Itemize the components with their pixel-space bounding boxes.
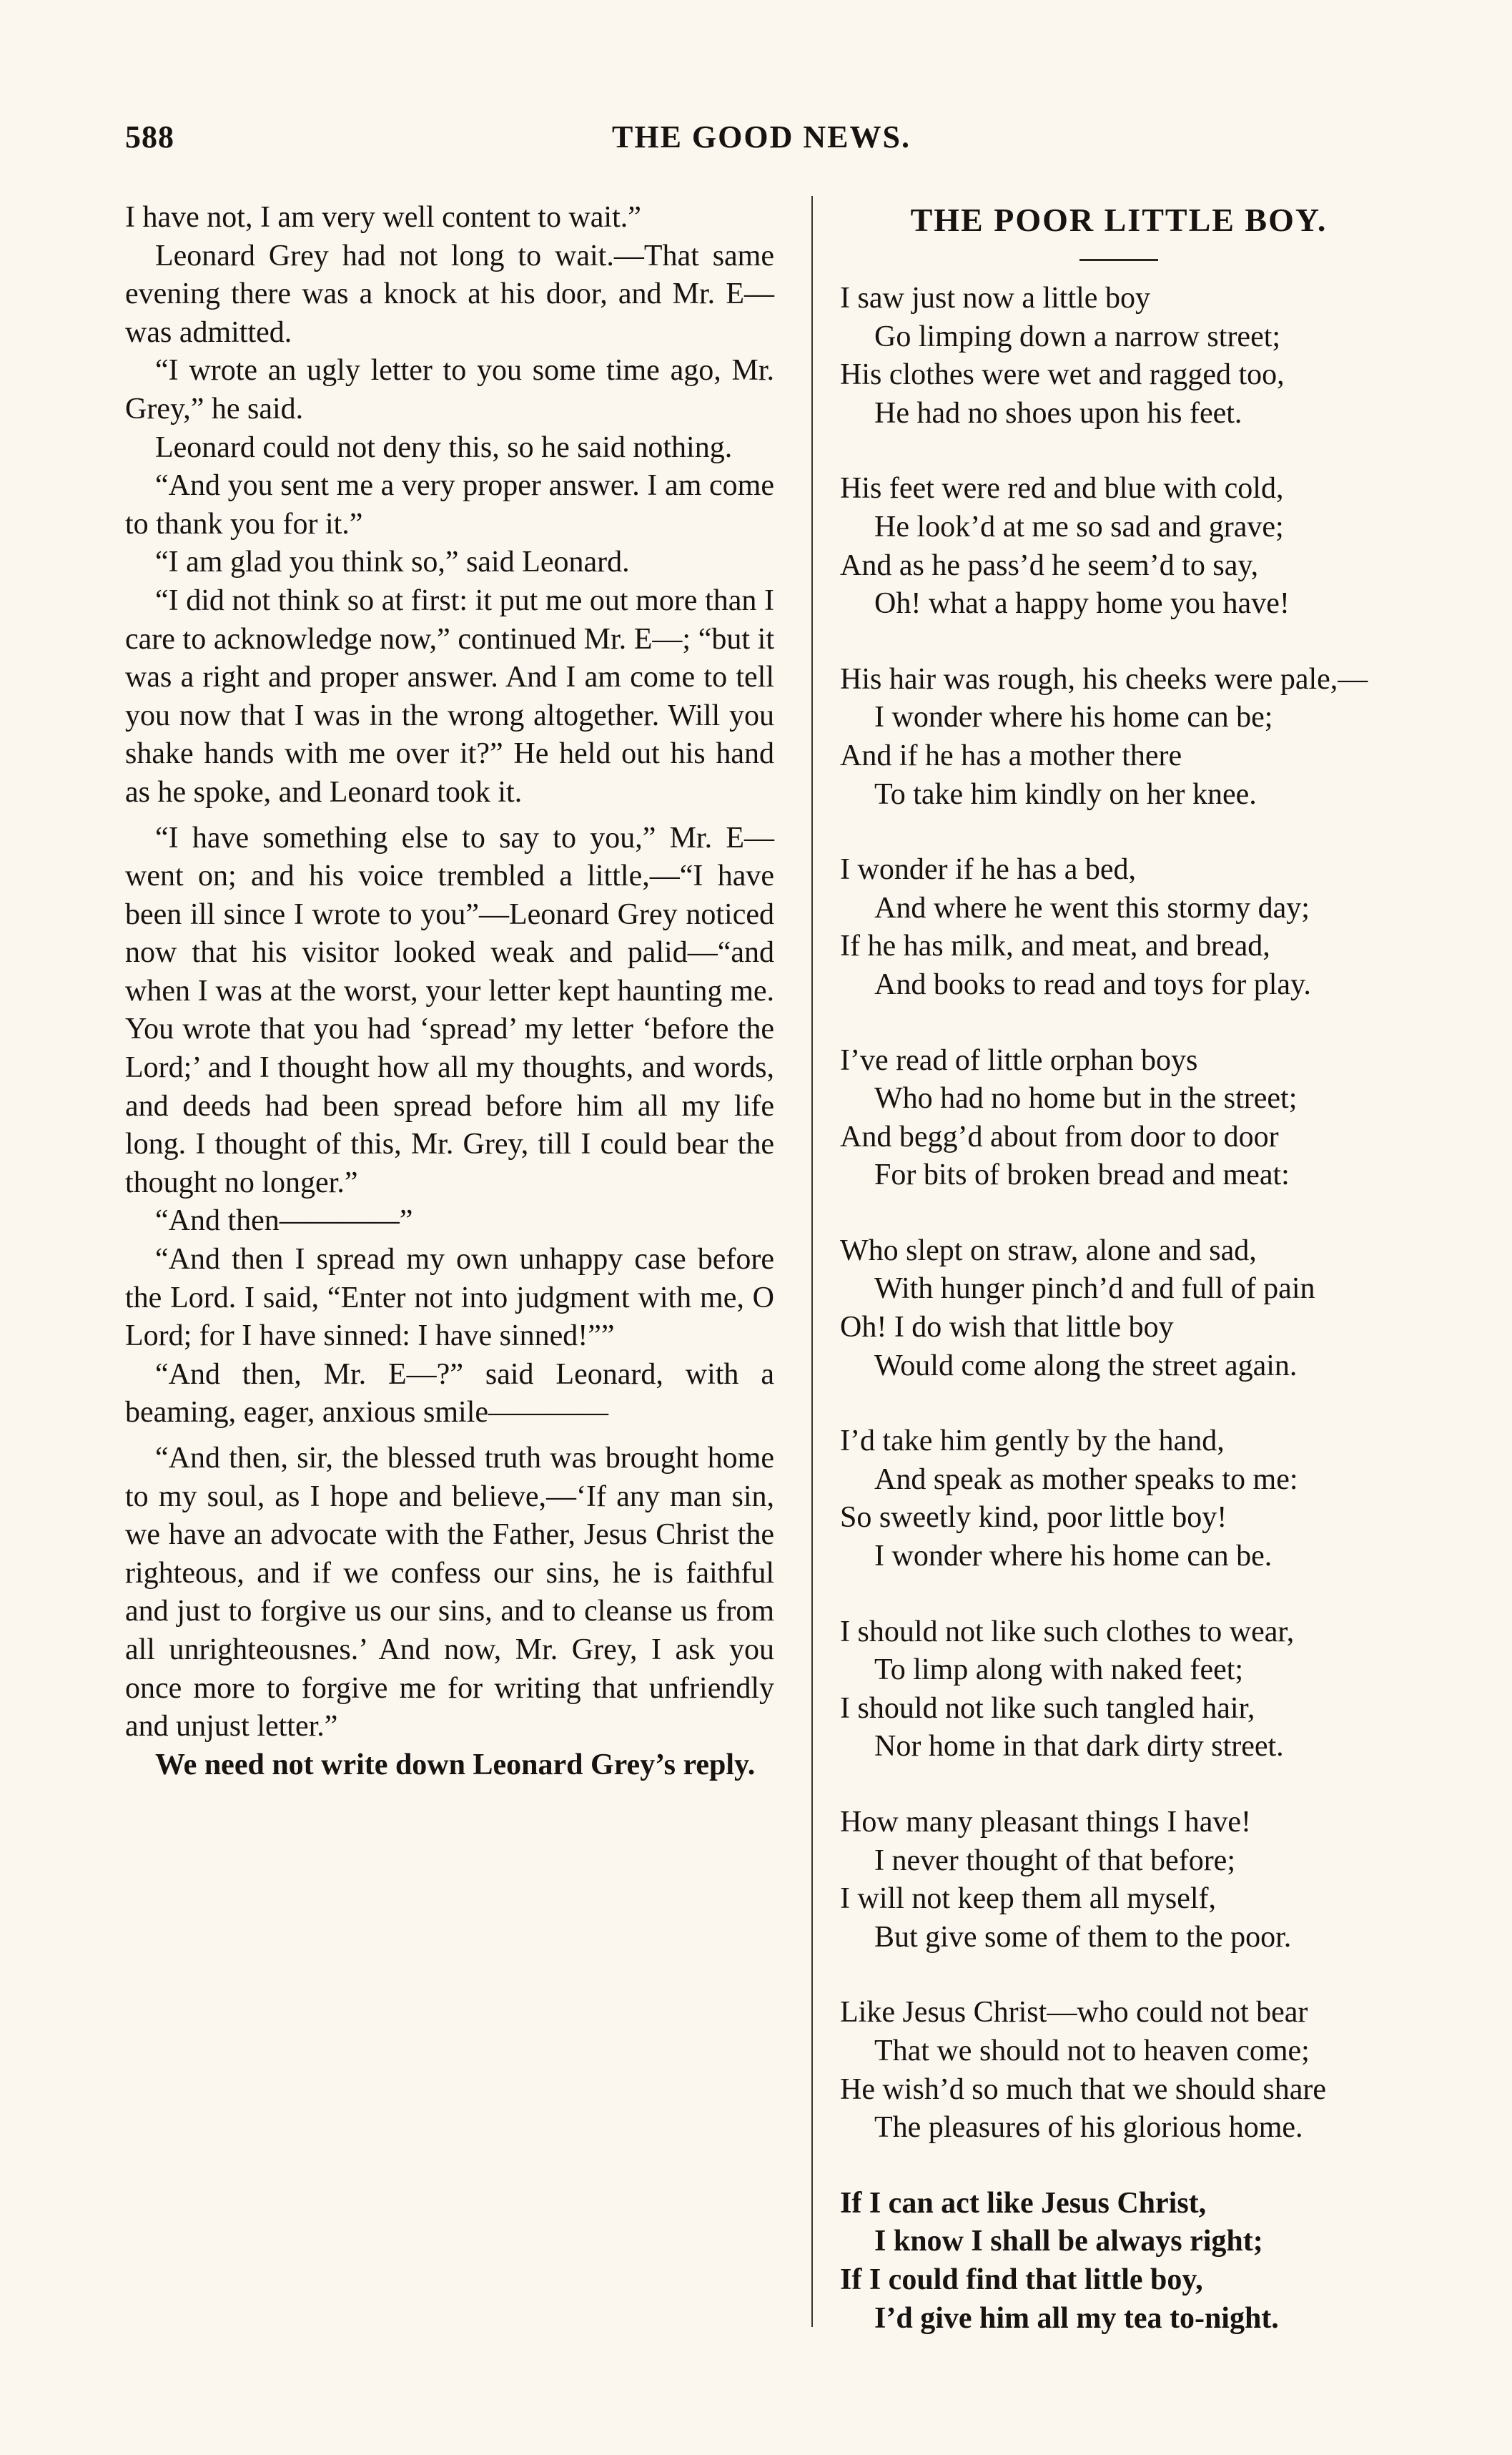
poem-line: Who had no home but in the street; <box>874 1082 1298 1116</box>
poem-line: To limp along with naked feet; <box>874 1653 1244 1687</box>
poem-line: I wonder where his home can be; <box>874 701 1273 734</box>
poem-line: If he has milk, and meat, and bread, <box>840 930 1270 963</box>
poem-stanza <box>840 1804 1398 1957</box>
poem-line: For bits of broken bread and meat: <box>874 1158 1290 1192</box>
story-paragraph: “And then I spread my own unhappy case before the Lord. I said, “Enter not into judgment with me, O Lord; for I have sinned: I have sinned!”” <box>125 1243 774 1353</box>
poem-stanza <box>840 851 1398 1004</box>
poem-line: I’ve read of little orphan boys <box>840 1043 1198 1077</box>
page-number: 588 <box>125 119 174 154</box>
poem-line: And if he has a mother there <box>840 739 1182 772</box>
story-paragraph: “And then————” <box>155 1204 413 1238</box>
poem-line: Who slept on straw, alone and sad, <box>840 1234 1257 1267</box>
story-paragraph: “I am glad you think so,” said Leonard. <box>155 546 630 579</box>
poem-line: Like Jesus Christ—who could not bear <box>840 1996 1308 2030</box>
poem-line: I will not keep them all myself, <box>840 1882 1217 1916</box>
story-paragraph: Leonard could not deny this, so he said nothing. <box>155 431 733 464</box>
story-paragraph: I have not, I am very well content to wait.” <box>125 201 641 234</box>
story-closing-paragraph: We need not write down Leonard Grey’s reply. <box>155 1748 756 1781</box>
poem-line: I wonder if he has a bed, <box>840 853 1137 887</box>
poem-line: That we should not to heaven come; <box>874 2034 1310 2067</box>
poem-stanza <box>840 280 1398 433</box>
story-column <box>125 199 774 1784</box>
poem-line: And books to read and toys for play. <box>874 968 1311 1001</box>
poem-line: I wonder where his home can be. <box>874 1540 1273 1573</box>
story-paragraph: “I have something else to say to you,” Mr. E— went on; and his voice trembled a little,—“I have been ill since I wrote to you”—Leonard Grey noticed now that his visitor looked weak and palid—“and when I was at the worst, your letter kept haunting me. You wrote that you had ‘spread’ my letter ‘before the Lord;’ and I thought how all my thoughts, and words, and deeds had been spread before him all my life long. I thought of this, Mr. Grey, till I could bear the thought no longer.” <box>125 821 774 1199</box>
poem-stanza <box>840 1422 1398 1575</box>
story-paragraph: “And then, sir, the blessed truth was brought home to my soul, as I hope and believe,—‘If any man sin, we have an advocate with the Father, Jesus Christ the righteous, and if we confess our sins, he is faithful and just to forgive us our sins, and to cleanse us from all unrighteousnes.’ And now, Mr. Grey, I ask you once more to forgive me for writing that unfriendly and unjust letter.” <box>125 1442 774 1743</box>
poem-line: Oh! what a happy home you have! <box>874 587 1290 621</box>
poem-line: And as he pass’d he seem’d to say, <box>840 548 1259 582</box>
poem-line: His hair was rough, his cheeks were pale,— <box>840 662 1368 696</box>
poem-line: With hunger pinch’d and full of pain <box>874 1272 1315 1306</box>
poem-line: And where he went this stormy day; <box>874 891 1310 925</box>
poem-stanza <box>840 2185 1398 2338</box>
story-paragraph: “I did not think so at first: it put me out more than I care to acknowledge now,” continued Mr. E—; “but it was a right and proper answer. And I am come to tell you now that I was in the wrong altogether. Will you shake hands with me over it?” He held out his hand as he spoke, and Leonard took it. <box>125 584 774 809</box>
story-paragraph: “And you sent me a very proper answer. I am come to thank you for it.” <box>125 469 774 541</box>
poem-line: He look’d at me so sad and grave; <box>874 510 1284 543</box>
poem-line: I should not like such tangled hair, <box>840 1691 1255 1725</box>
poem-line: To take him kindly on her knee. <box>874 777 1257 811</box>
poem-column <box>840 199 1398 2338</box>
journal-title: THE GOOD NEWS. <box>612 119 911 154</box>
poem-stanza <box>840 1232 1398 1385</box>
poem-line: But give some of them to the poor. <box>874 1920 1292 1954</box>
poem-line: If I could find that little boy, <box>840 2263 1203 2296</box>
poem-title: THE POOR LITTLE BOY. <box>910 202 1328 238</box>
story-paragraph: “I wrote an ugly letter to you some time ago, Mr. Grey,” he said. <box>125 354 774 425</box>
story-paragraph: “And then, Mr. E—?” said Leonard, with a beaming, eager, anxious smile———— <box>125 1357 774 1430</box>
poem-line: He wish’d so much that we should share <box>840 2072 1327 2106</box>
poem-stanza <box>840 470 1398 623</box>
poem-stanza <box>840 661 1398 814</box>
poem-line: I never thought of that before; <box>874 1844 1235 1877</box>
poem-line: If I can act like Jesus Christ, <box>840 2186 1207 2220</box>
poem-line: I’d take him gently by the hand, <box>840 1425 1225 1458</box>
poem-stanza <box>840 1042 1398 1195</box>
poem-line: I’d give him all my tea to-night. <box>874 2301 1279 2335</box>
column-divider <box>811 196 813 2327</box>
poem-line: So sweetly kind, poor little boy! <box>840 1501 1227 1535</box>
title-rule <box>1079 259 1158 261</box>
poem-line: His clothes were wet and ragged too, <box>840 358 1285 392</box>
poem-line: He had no shoes upon his feet. <box>874 396 1242 430</box>
poem-line: I know I shall be always right; <box>874 2225 1263 2258</box>
poem-stanza <box>840 1613 1398 1766</box>
poem-stanza <box>840 1994 1398 2147</box>
poem-line: And speak as mother speaks to me: <box>874 1462 1298 1496</box>
poem-line: How many pleasant things I have! <box>840 1806 1252 1839</box>
poem-line: And begg’d about from door to door <box>840 1120 1279 1153</box>
running-head <box>125 114 1398 164</box>
poem-line: Go limping down a narrow street; <box>874 320 1281 353</box>
page <box>125 114 1398 2388</box>
story-paragraph: Leonard Grey had not long to wait.—That same evening there was a knock at his door, and Mr. E— was admitted. <box>125 239 774 349</box>
poem-line: The pleasures of his glorious home. <box>874 2111 1303 2145</box>
poem-line: I saw just now a little boy <box>840 282 1150 315</box>
poem-line: His feet were red and blue with cold, <box>840 472 1284 506</box>
poem-line: Would come along the street again. <box>874 1349 1298 1382</box>
poem-line: Oh! I do wish that little boy <box>840 1311 1174 1344</box>
poem-line: I should not like such clothes to wear, <box>840 1615 1295 1648</box>
poem-line: Nor home in that dark dirty street. <box>874 1730 1284 1763</box>
